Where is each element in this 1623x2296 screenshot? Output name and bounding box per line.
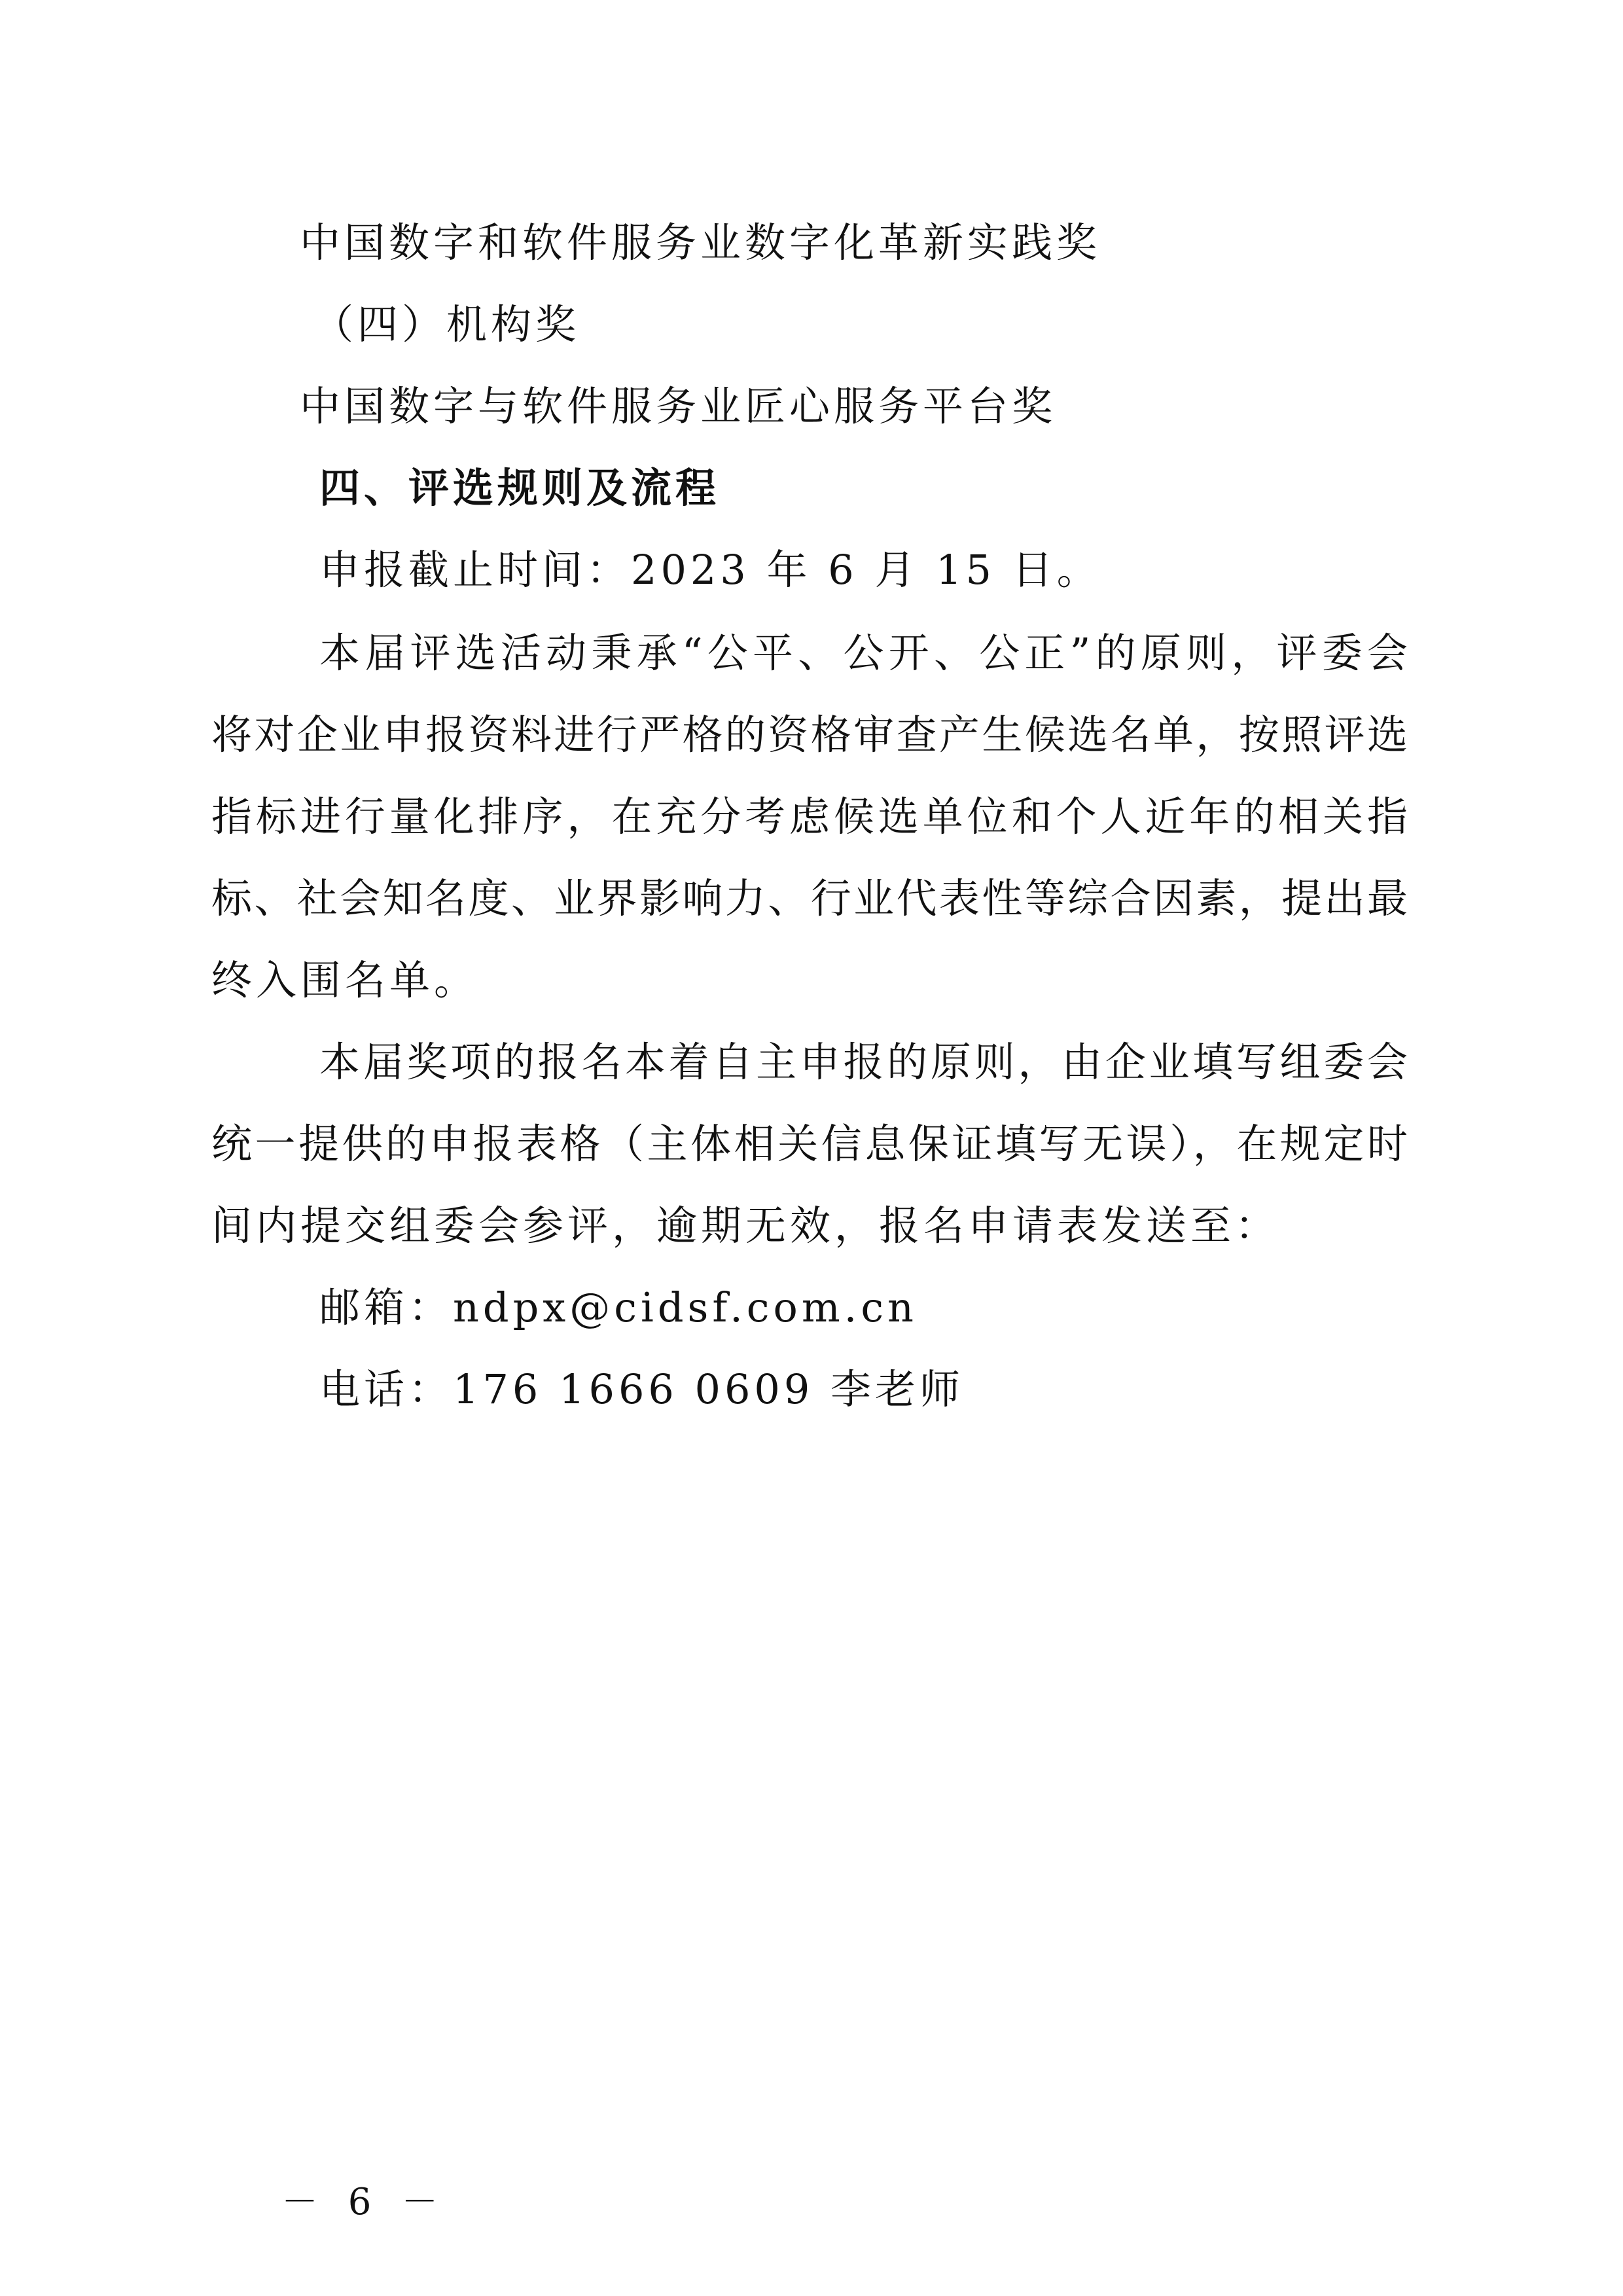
paragraph1-line-2: 将对企业申报资料进行严格的资格审查产生候选名单，按照评选 <box>211 711 1409 759</box>
phone-line: 电话：176 1666 0609 李老师 <box>319 1365 965 1413</box>
section-four-org-heading: （四）机构奖 <box>313 300 580 348</box>
paragraph1-line-4: 标、社会知名度、业界影响力、行业代表性等综合因素，提出最 <box>211 874 1409 922</box>
paragraph1-line-5: 终入围名单。 <box>211 956 479 1004</box>
paragraph1-line-3: 指标进行量化排序，在充分考虑候选单位和个人近年的相关指 <box>211 793 1409 840</box>
award-practice-line: 中国数字和软件服务业数字化革新实践奖 <box>300 219 1101 266</box>
award-platform-line: 中国数字与软件服务业匠心服务平台奖 <box>300 382 1057 430</box>
paragraph2-line-2: 统一提供的申报表格（主体相关信息保证填写无误），在规定时 <box>211 1120 1409 1168</box>
paragraph2-line-1: 本届奖项的报名本着自主申报的原则，由企业填写组委会 <box>319 1038 1409 1086</box>
rules-process-heading: 四、评选规则及流程 <box>319 464 721 512</box>
paragraph2-line-3: 间内提交组委会参评，逾期无效，报名申请表发送至： <box>211 1202 1280 1249</box>
deadline-line: 申报截止时间：2023 年 6 月 15 日。 <box>319 546 1101 594</box>
page-number: － 6 － <box>281 2181 448 2223</box>
paragraph1-line-1: 本届评选活动秉承“公平、公开、公正”的原则，评委会 <box>319 629 1409 677</box>
email-line: 邮箱：ndpx@cidsf.com.cn <box>319 1283 918 1331</box>
